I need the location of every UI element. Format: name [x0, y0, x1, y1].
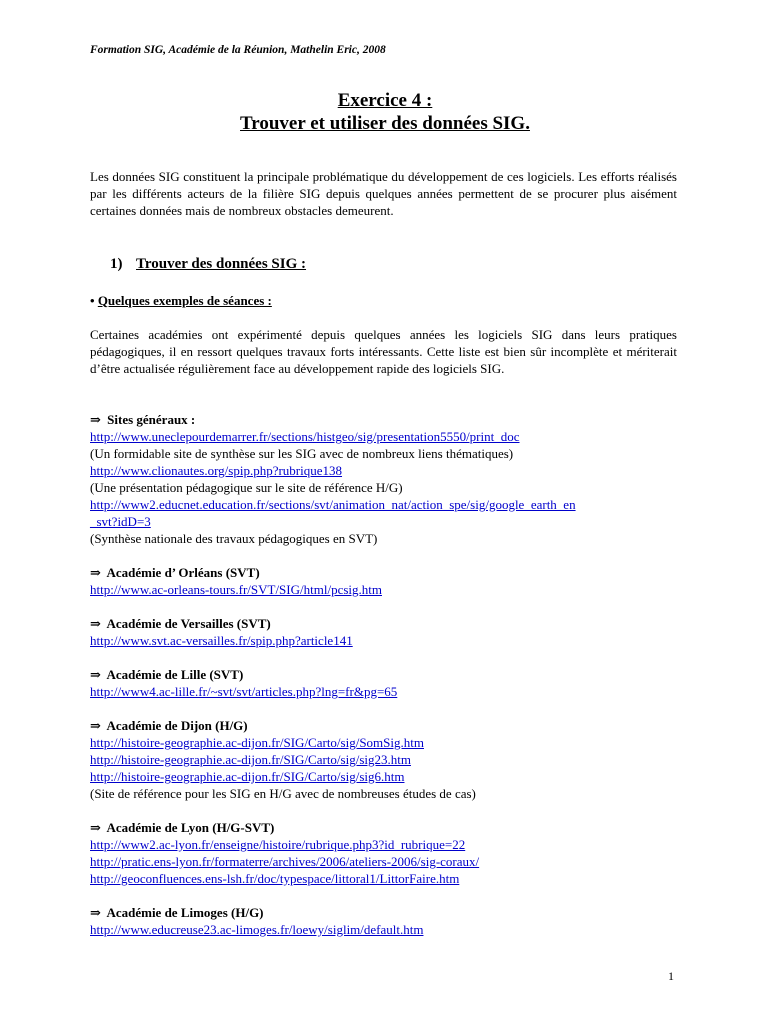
group-heading	[90, 615, 690, 632]
section-number: 1)	[110, 256, 123, 272]
hyperlink[interactable]: http://www.clionautes.org/spip.php?rubrique138	[90, 463, 343, 478]
group-heading	[90, 717, 690, 734]
hyperlink[interactable]: http://pratic.ens-lyon.fr/formaterre/archives/2006/ateliers-2006/sig-coraux/	[90, 854, 480, 869]
hyperlink[interactable]: http://www2.educnet.education.fr/sections/svt/animation_nat/action_spe/sig/google_earth_en _svt?idD=3	[90, 497, 576, 529]
title-line-1: Exercice 4 :	[337, 90, 433, 111]
bullet-heading-text: Quelques exemples de séances :	[97, 293, 272, 308]
section-title-text: Trouver des données SIG :	[136, 256, 307, 272]
link-group	[90, 411, 690, 547]
hyperlink[interactable]: http://www.uneclepourdemarrer.fr/sections/histgeo/sig/presentation5550/print_doc	[90, 429, 520, 444]
hyperlink[interactable]: http://www.svt.ac-versailles.fr/spip.php?article141	[90, 633, 353, 648]
right-arrow-icon: ⇒	[90, 820, 101, 835]
right-arrow-icon: ⇒	[90, 718, 101, 733]
group-heading-text: Académie de Limoges (H/G)	[106, 905, 264, 920]
hyperlink[interactable]: http://www.ac-orleans-tours.fr/SVT/SIG/html/pcsig.htm	[90, 582, 382, 597]
link-group	[90, 904, 690, 938]
page-number: 1	[668, 969, 674, 983]
group-heading	[90, 666, 690, 683]
group-heading-text: Académie de Lille (SVT)	[106, 667, 244, 682]
group-heading-text: Académie de Versailles (SVT)	[106, 616, 271, 631]
title-line-2: Trouver et utiliser des données SIG.	[240, 113, 530, 134]
hyperlink[interactable]: http://www4.ac-lille.fr/~svt/svt/articles.php?lng=fr&pg=65	[90, 684, 398, 699]
group-heading	[90, 564, 690, 581]
academies-paragraph: Certaines académies ont expérimenté depuis quelques années les logiciels SIG dans leurs pratiques pédagogiques, il en ressort quelques travaux forts intéressants. Cette liste est bien sûr incomplète et mériterait d’être actualisée régulièrement face au développement rapide des logiciels SIG.	[90, 327, 677, 376]
right-arrow-icon: ⇒	[90, 412, 101, 427]
hyperlink[interactable]: http://www2.ac-lyon.fr/enseigne/histoire/rubrique.php3?id_rubrique=22	[90, 837, 466, 852]
hyperlink[interactable]: http://histoire-geographie.ac-dijon.fr/SIG/Carto/sig/sig6.htm	[90, 769, 405, 784]
group-heading-text: Académie d’ Orléans (SVT)	[106, 565, 260, 580]
link-groups	[90, 411, 690, 955]
group-heading	[90, 904, 690, 921]
right-arrow-icon: ⇒	[90, 905, 101, 920]
exercise-title	[90, 89, 680, 135]
link-group	[90, 666, 690, 700]
right-arrow-icon: ⇒	[90, 565, 101, 580]
right-arrow-icon: ⇒	[90, 616, 101, 631]
running-header: Formation SIG, Académie de la Réunion, Mathelin Eric, 2008	[90, 44, 386, 56]
link-description: (Site de référence pour les SIG en H/G avec de nombreuses études de cas)	[90, 786, 476, 801]
group-heading	[90, 411, 690, 428]
group-heading-text: Sites généraux :	[107, 412, 196, 427]
group-heading-text: Académie de Dijon (H/G)	[106, 718, 248, 733]
link-description: (Un formidable site de synthèse sur les SIG avec de nombreux liens thématiques)	[90, 446, 514, 461]
link-group	[90, 819, 690, 887]
hyperlink[interactable]: http://www.educreuse23.ac-limoges.fr/loewy/siglim/default.htm	[90, 922, 424, 937]
link-group	[90, 615, 690, 649]
link-description: (Une présentation pédagogique sur le site de référence H/G)	[90, 480, 403, 495]
group-heading	[90, 819, 690, 836]
hyperlink[interactable]: http://histoire-geographie.ac-dijon.fr/SIG/Carto/sig/SomSig.htm	[90, 735, 424, 750]
link-group	[90, 717, 690, 802]
hyperlink[interactable]: http://histoire-geographie.ac-dijon.fr/SIG/Carto/sig/sig23.htm	[90, 752, 411, 767]
bullet-icon: •	[90, 293, 95, 308]
right-arrow-icon: ⇒	[90, 667, 101, 682]
link-group	[90, 564, 690, 598]
group-heading-text: Académie de Lyon (H/G-SVT)	[106, 820, 275, 835]
hyperlink[interactable]: http://geoconfluences.ens-lsh.fr/doc/typespace/littoral1/LittorFaire.htm	[90, 871, 460, 886]
intro-paragraph: Les données SIG constituent la principale problématique du développement de ces logiciels. Les efforts réalisés par les différents acteurs de la filière SIG depuis quelques années permettent de se procurer plus aisément certaines données mais de nombreux obstacles demeurent.	[90, 169, 677, 218]
bullet-heading	[90, 292, 272, 309]
section-heading	[110, 255, 306, 274]
link-description: (Synthèse nationale des travaux pédagogiques en SVT)	[90, 531, 378, 546]
